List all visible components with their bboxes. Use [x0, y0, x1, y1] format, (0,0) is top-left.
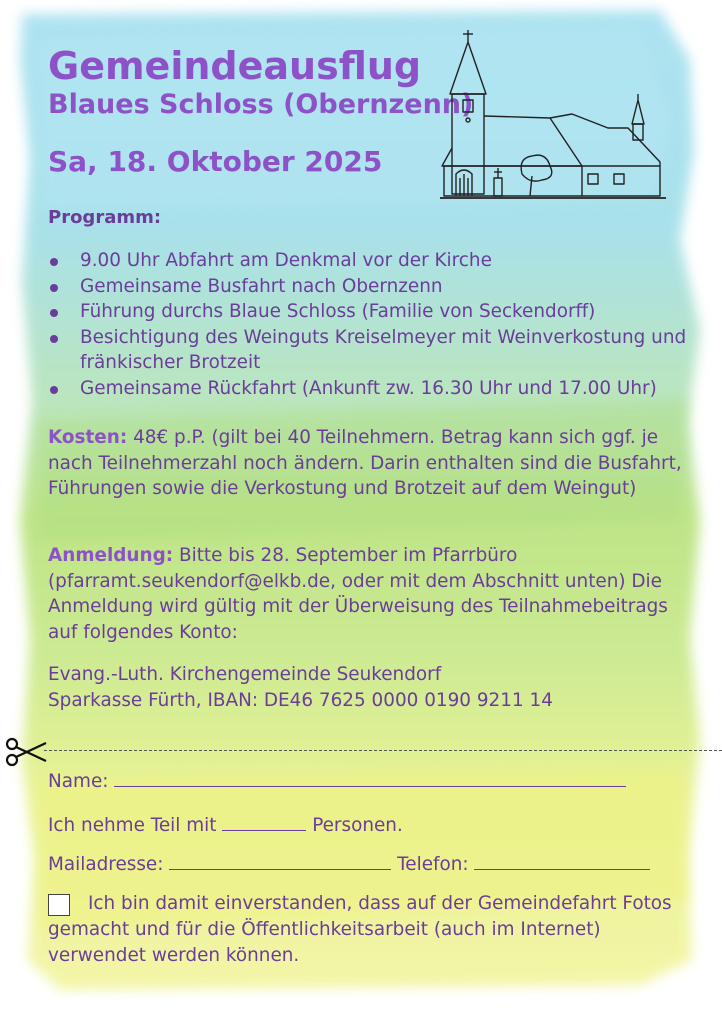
name-label: Name:	[48, 771, 109, 792]
event-date: Sa, 18. Oktober 2025	[48, 145, 383, 178]
page-title: Gemeindeausflug	[48, 44, 422, 88]
participants-count-field[interactable]	[222, 814, 306, 831]
participants-prefix: Ich nehme Teil mit	[48, 815, 217, 836]
bullet-icon	[50, 309, 58, 317]
program-heading: Programm:	[48, 207, 162, 228]
bank-line-1: Evang.-Luth. Kirchengemeinde Seukendorf	[48, 664, 442, 685]
participants-row	[48, 814, 403, 836]
phone-label: Telefon:	[397, 854, 469, 875]
program-list	[48, 248, 688, 401]
scissors-icon	[4, 737, 48, 767]
email-field[interactable]	[169, 853, 391, 870]
phone-field[interactable]	[474, 853, 650, 870]
costs-text: 48€ p.P. (gilt bei 40 Teilnehmern. Betrag kann sich ggf. je nach Teilnehmerzahl noch ändern. Darin enthalten sind die Busfahrt, Führungen sowie die Verkostung und Brotzeit auf dem Weingut)	[48, 427, 682, 499]
bullet-icon	[50, 258, 58, 266]
email-label: Mailadresse:	[48, 854, 164, 875]
program-item: Gemeinsame Rückfahrt (Ankunft zw. 16.30 Uhr und 17.00 Uhr)	[48, 376, 688, 402]
bullet-icon	[50, 386, 58, 394]
cut-line	[44, 750, 722, 751]
consent-text: Ich bin damit einverstanden, dass auf der Gemeindefahrt Fotos gemacht und für die Öffentlichkeitsarbeit (auch im Internet) verwendet werden können.	[48, 893, 672, 966]
bank-line-2: Sparkasse Fürth, IBAN: DE46 7625 0000 0190 9211 14	[48, 689, 553, 711]
program-item: Besichtigung des Weinguts Kreiselmeyer mit Weinverkostung und fränkischer Brotzeit	[48, 325, 688, 376]
contact-row	[48, 853, 650, 875]
bank-details	[48, 662, 688, 713]
costs-paragraph	[48, 425, 688, 502]
program-item: Führung durchs Blaue Schloss (Familie von Seckendorff)	[48, 299, 688, 325]
program-item: 9.00 Uhr Abfahrt am Denkmal vor der Kirche	[48, 248, 688, 274]
page-subtitle: Blaues Schloss (Obernzenn)	[48, 89, 474, 120]
costs-label: Kosten:	[48, 427, 128, 448]
name-row	[48, 770, 626, 792]
name-field[interactable]	[114, 770, 626, 787]
registration-paragraph	[48, 543, 688, 645]
church-illustration	[438, 28, 670, 208]
participants-suffix: Personen.	[312, 815, 403, 836]
bullet-icon	[50, 335, 58, 343]
bullet-icon	[50, 284, 58, 292]
program-item: Gemeinsame Busfahrt nach Obernzenn	[48, 274, 688, 300]
registration-text: Bitte bis 28. September im Pfarrbüro (pfarramt.seukendorf@elkb.de, oder mit dem Abschnitt unten) Die Anmeldung wird gültig mit der Überweisung des Teilnahmebeitrags auf folgendes Konto:	[48, 545, 668, 643]
registration-label: Anmeldung:	[48, 545, 174, 566]
